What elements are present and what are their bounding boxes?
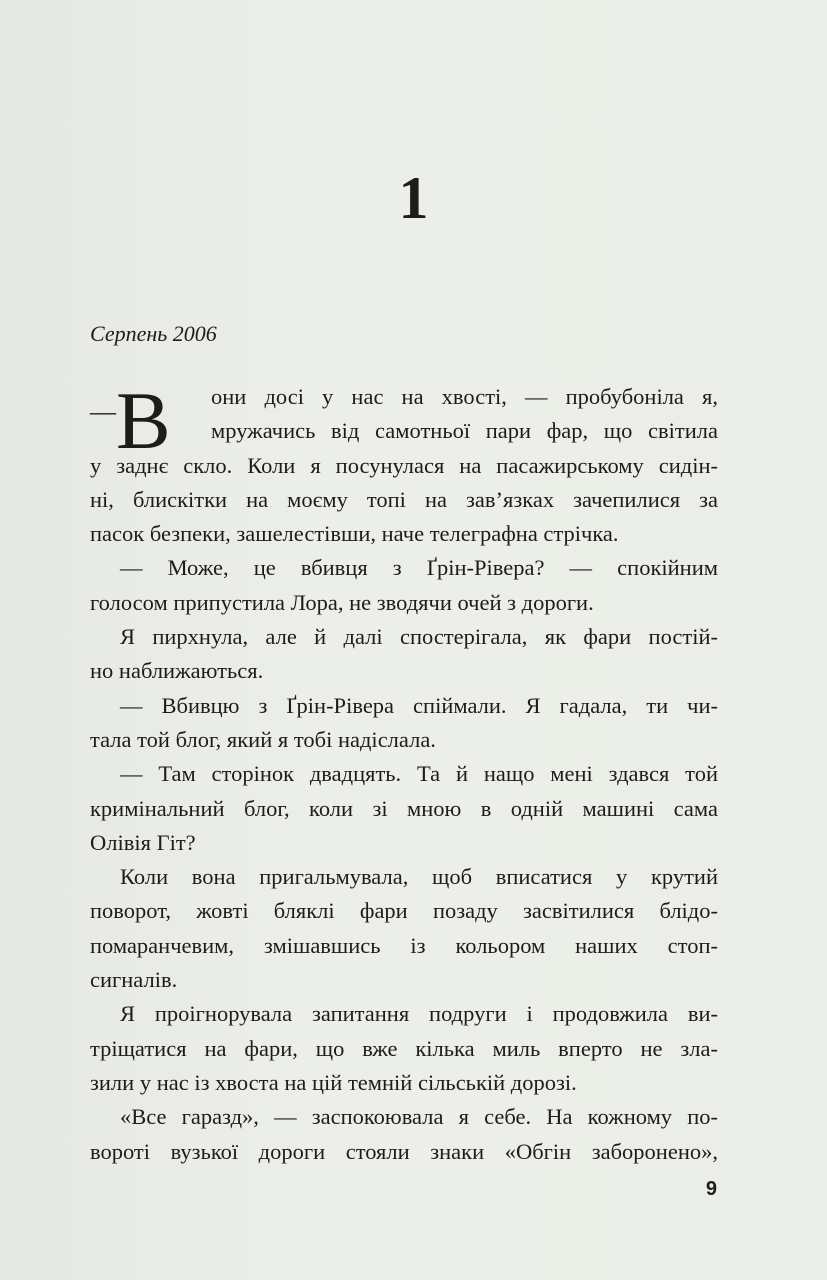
page-number: 9 [705, 1178, 717, 1200]
text-line: они досі у нас на хвості, — пробубоніла я, [211, 384, 718, 409]
text-line: вороті вузької дороги стояли знаки «Обгін заборонено», [90, 1138, 718, 1164]
text-line: помаранчевим, змішавшись із кольором наших стоп- [90, 932, 718, 958]
text-line: пасок безпеки, зашелестівши, наче телеграфна стрічка. [90, 521, 619, 547]
drop-cap-dash: — [90, 397, 116, 426]
text-line: ні, блискітки на моєму топі на зав’язках зачепилися за [90, 486, 718, 512]
text-line: кримінальний блог, коли зі мною в одній машині сама [90, 795, 718, 821]
text-line: поворот, жовті бляклі фари позаду засвітилися блідо- [90, 898, 718, 924]
text-line: сигналів. [90, 967, 178, 993]
drop-cap [90, 375, 171, 466]
text-line: мружачись від самотньої пари фар, що світила [211, 418, 718, 444]
drop-cap-letter: В [116, 375, 171, 466]
text-line: зили у нас із хвоста на цій темній сільській дорозі. [90, 1069, 577, 1095]
text-line: но наближаються. [90, 658, 264, 684]
text-line: «Все гаразд», — заспокоювала я себе. На кожному по- [120, 1104, 718, 1130]
text-line: — Там сторінок двадцять. Та й нащо мені здався той [120, 761, 718, 787]
text-line: тріщатися на фари, що вже кілька миль вперто не зла- [90, 1035, 718, 1061]
text-line: Я проігнорувала запитання подруги і продовжила ви- [120, 1001, 718, 1027]
body-text [90, 375, 718, 1169]
text-line: тала той блог, який я тобі надіслала. [90, 726, 436, 752]
text-line: — Може, це вбивця з Ґрін-Рівера? — спокійним [120, 555, 718, 581]
text-line: — Вбивцю з Ґрін-Рівера спіймали. Я гадала, ти чи- [120, 692, 718, 718]
text-line: у заднє скло. Коли я посунулася на пасажирському сидін- [90, 452, 718, 478]
text-line: Олівія Гіт? [90, 829, 196, 855]
text-line: голосом припустила Лора, не зводячи очей з дороги. [90, 589, 594, 615]
chapter-date: Серпень 2006 [90, 321, 217, 346]
text-line: Я пирхнула, але й далі спостерігала, як фари постій- [120, 624, 718, 650]
chapter-number: 1 [398, 165, 429, 231]
text-line: Коли вона пригальмувала, щоб вписатися у крутий [120, 864, 718, 890]
